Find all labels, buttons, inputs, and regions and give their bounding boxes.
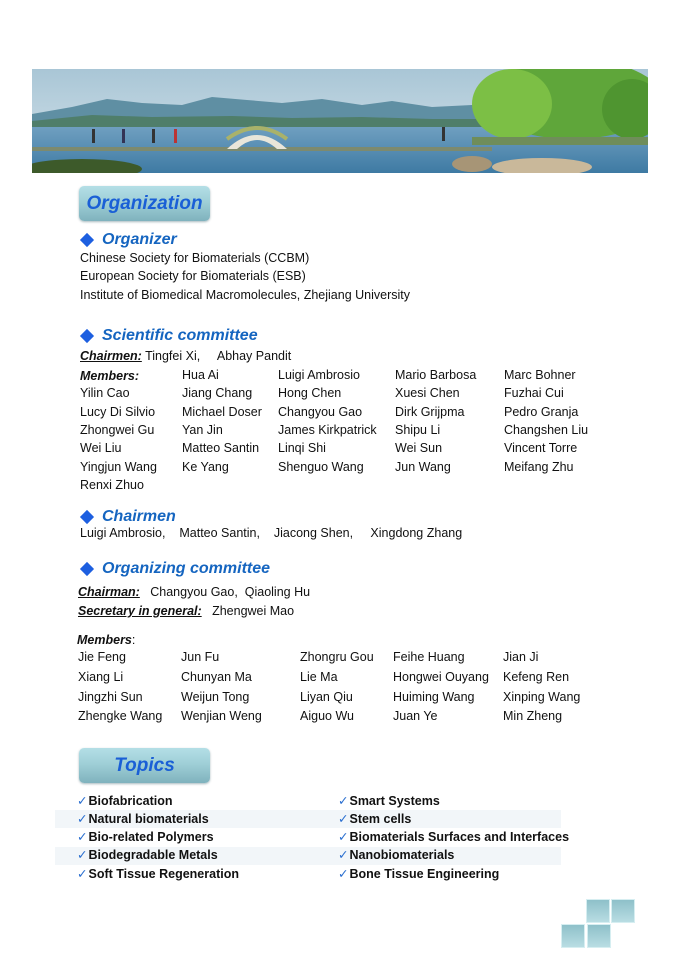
topic-item — [338, 811, 411, 826]
member-name: Lie Ma — [300, 669, 338, 684]
member-name: Liyan Qiu — [300, 689, 353, 704]
member-name: Feihe Huang — [393, 650, 465, 664]
secretary-value: Zhengwei Mao — [201, 604, 295, 618]
member-name: Michael Doser — [182, 404, 262, 419]
decorative-square — [561, 924, 585, 948]
member-name: Weijun Tong — [181, 689, 250, 704]
topic-label: Stem cells — [349, 812, 412, 826]
checkmark-icon: ✓ — [77, 848, 88, 862]
member-name: Changshen Liu — [504, 422, 589, 437]
organizer-heading-text: Organizer — [102, 231, 177, 248]
member-name: Jie Feng — [78, 650, 126, 664]
organizing-secretary — [78, 602, 294, 620]
topic-item — [338, 866, 499, 881]
checkmark-icon: ✓ — [77, 812, 88, 826]
member-name: Jiang Chang — [182, 386, 253, 401]
scientific-members-label: Members: — [80, 369, 140, 383]
member-name: Hua Ai — [182, 368, 219, 382]
member-name: Aiguo Wu — [300, 709, 354, 724]
topic-label: Nanobiomaterials — [349, 848, 455, 862]
member-name: Yilin Cao — [80, 386, 130, 401]
member-name: Vincent Torre — [504, 441, 578, 456]
member-name: Jun Wang — [395, 459, 451, 474]
checkmark-icon: ✓ — [338, 830, 349, 844]
topic-item — [338, 847, 454, 862]
members-label: Members — [77, 633, 132, 647]
member-name: Wenjian Weng — [181, 709, 262, 724]
topic-label: Biomaterials Surfaces and Interfaces — [349, 830, 570, 844]
checkmark-icon: ✓ — [77, 867, 88, 881]
member-name: Renxi Zhuo — [80, 477, 144, 492]
member-name: Matteo Santin — [182, 441, 260, 456]
organization-title-box — [79, 186, 210, 221]
member-name: Pedro Granja — [504, 404, 579, 419]
member-name: Yan Jin — [182, 422, 223, 437]
member-name: Zhongwei Gu — [80, 422, 155, 437]
topic-label: Soft Tissue Regeneration — [88, 867, 239, 881]
member-name: Zhongru Gou — [300, 650, 374, 664]
chairmen-value: Tingfei Xi, Abhay Pandit — [141, 349, 292, 363]
organizing-members-label — [77, 631, 135, 649]
decorative-square — [611, 899, 635, 923]
member-name: Linqi Shi — [278, 441, 326, 456]
member-name: Zhengke Wang — [78, 709, 163, 724]
member-name: Chunyan Ma — [181, 669, 252, 684]
topic-label: Biofabrication — [88, 794, 173, 808]
member-name: Wei Sun — [395, 441, 443, 456]
member-name: Xiang Li — [78, 669, 124, 684]
topic-item — [338, 829, 569, 844]
checkmark-icon: ✓ — [77, 794, 88, 808]
member-name: Kefeng Ren — [503, 669, 570, 684]
lake-landscape-illustration — [32, 69, 648, 173]
member-name: Fuzhai Cui — [504, 386, 564, 401]
member-name: Huiming Wang — [393, 689, 475, 704]
chairman-label: Chairman: — [78, 585, 140, 599]
member-name: Lucy Di Silvio — [80, 404, 156, 419]
organizer-line: Chinese Society for Biomaterials (CCBM) — [80, 251, 310, 265]
organizer-line: European Society for Biomaterials (ESB) — [80, 269, 306, 283]
organizing-committee-heading-text: Organizing committee — [102, 560, 271, 577]
scientific-committee-heading — [80, 327, 258, 345]
members-colon: : — [131, 633, 136, 647]
member-name: Marc Bohner — [504, 368, 576, 382]
topic-label: Smart Systems — [349, 794, 440, 808]
topics-title-box — [79, 748, 210, 783]
diamond-bullet-icon — [80, 510, 94, 524]
checkmark-icon: ✓ — [77, 830, 88, 844]
organizer-heading — [80, 231, 177, 249]
member-name: Jun Fu — [181, 650, 220, 664]
member-name: Jian Ji — [503, 650, 539, 664]
chairman-value: Changyou Gao, Qiaoling Hu — [139, 585, 311, 599]
chairmen-list: Luigi Ambrosio, Matteo Santin, Jiacong Shen, Xingdong Zhang — [80, 526, 463, 540]
checkmark-icon: ✓ — [338, 812, 349, 826]
banner-image — [32, 69, 648, 173]
member-name: Changyou Gao — [278, 404, 363, 419]
topic-item — [77, 811, 209, 826]
organizer-line: Institute of Biomedical Macromolecules, Zhejiang University — [80, 288, 410, 302]
diamond-bullet-icon — [80, 562, 94, 576]
member-name: Juan Ye — [393, 709, 438, 724]
topics-title: Topics — [114, 754, 175, 776]
topic-item — [77, 866, 239, 881]
member-name: Xinping Wang — [503, 689, 581, 704]
member-name: Hongwei Ouyang — [393, 669, 489, 684]
member-name: Ke Yang — [182, 459, 229, 474]
secretary-label: Secretary in general: — [78, 604, 202, 618]
decorative-square — [587, 924, 611, 948]
topic-item — [338, 793, 440, 808]
decorative-square — [586, 899, 610, 923]
chairmen-heading-text: Chairmen — [102, 508, 176, 525]
topic-item — [77, 793, 173, 808]
member-name: James Kirkpatrick — [278, 422, 377, 437]
member-name: Yingjun Wang — [80, 459, 157, 474]
checkmark-icon: ✓ — [338, 867, 349, 881]
member-name: Min Zheng — [503, 709, 563, 724]
scientific-chairmen — [80, 347, 291, 365]
checkmark-icon: ✓ — [338, 848, 349, 862]
topic-label: Bio-related Polymers — [88, 830, 214, 844]
topic-item — [77, 847, 218, 862]
topic-item — [77, 829, 214, 844]
organizing-chairman — [78, 583, 310, 601]
member-name: Mario Barbosa — [395, 368, 477, 382]
diamond-bullet-icon — [80, 329, 94, 343]
topic-label: Natural biomaterials — [88, 812, 209, 826]
organization-title: Organization — [86, 192, 203, 214]
member-name: Shenguo Wang — [278, 459, 364, 474]
member-name: Meifang Zhu — [504, 459, 574, 474]
topic-label: Bone Tissue Engineering — [349, 867, 500, 881]
member-name: Wei Liu — [80, 441, 122, 456]
member-name: Shipu Li — [395, 422, 441, 437]
member-name: Jingzhi Sun — [78, 689, 143, 704]
member-name: Xuesi Chen — [395, 386, 460, 401]
member-name: Hong Chen — [278, 386, 342, 401]
member-name: Dirk Grijpma — [395, 404, 465, 419]
chairmen-label: Chairmen: — [80, 349, 142, 363]
checkmark-icon: ✓ — [338, 794, 349, 808]
topic-label: Biodegradable Metals — [88, 848, 218, 862]
diamond-bullet-icon — [80, 233, 94, 247]
organizing-committee-heading — [80, 560, 270, 578]
scientific-committee-heading-text: Scientific committee — [102, 327, 258, 344]
member-name: Luigi Ambrosio — [278, 368, 360, 382]
